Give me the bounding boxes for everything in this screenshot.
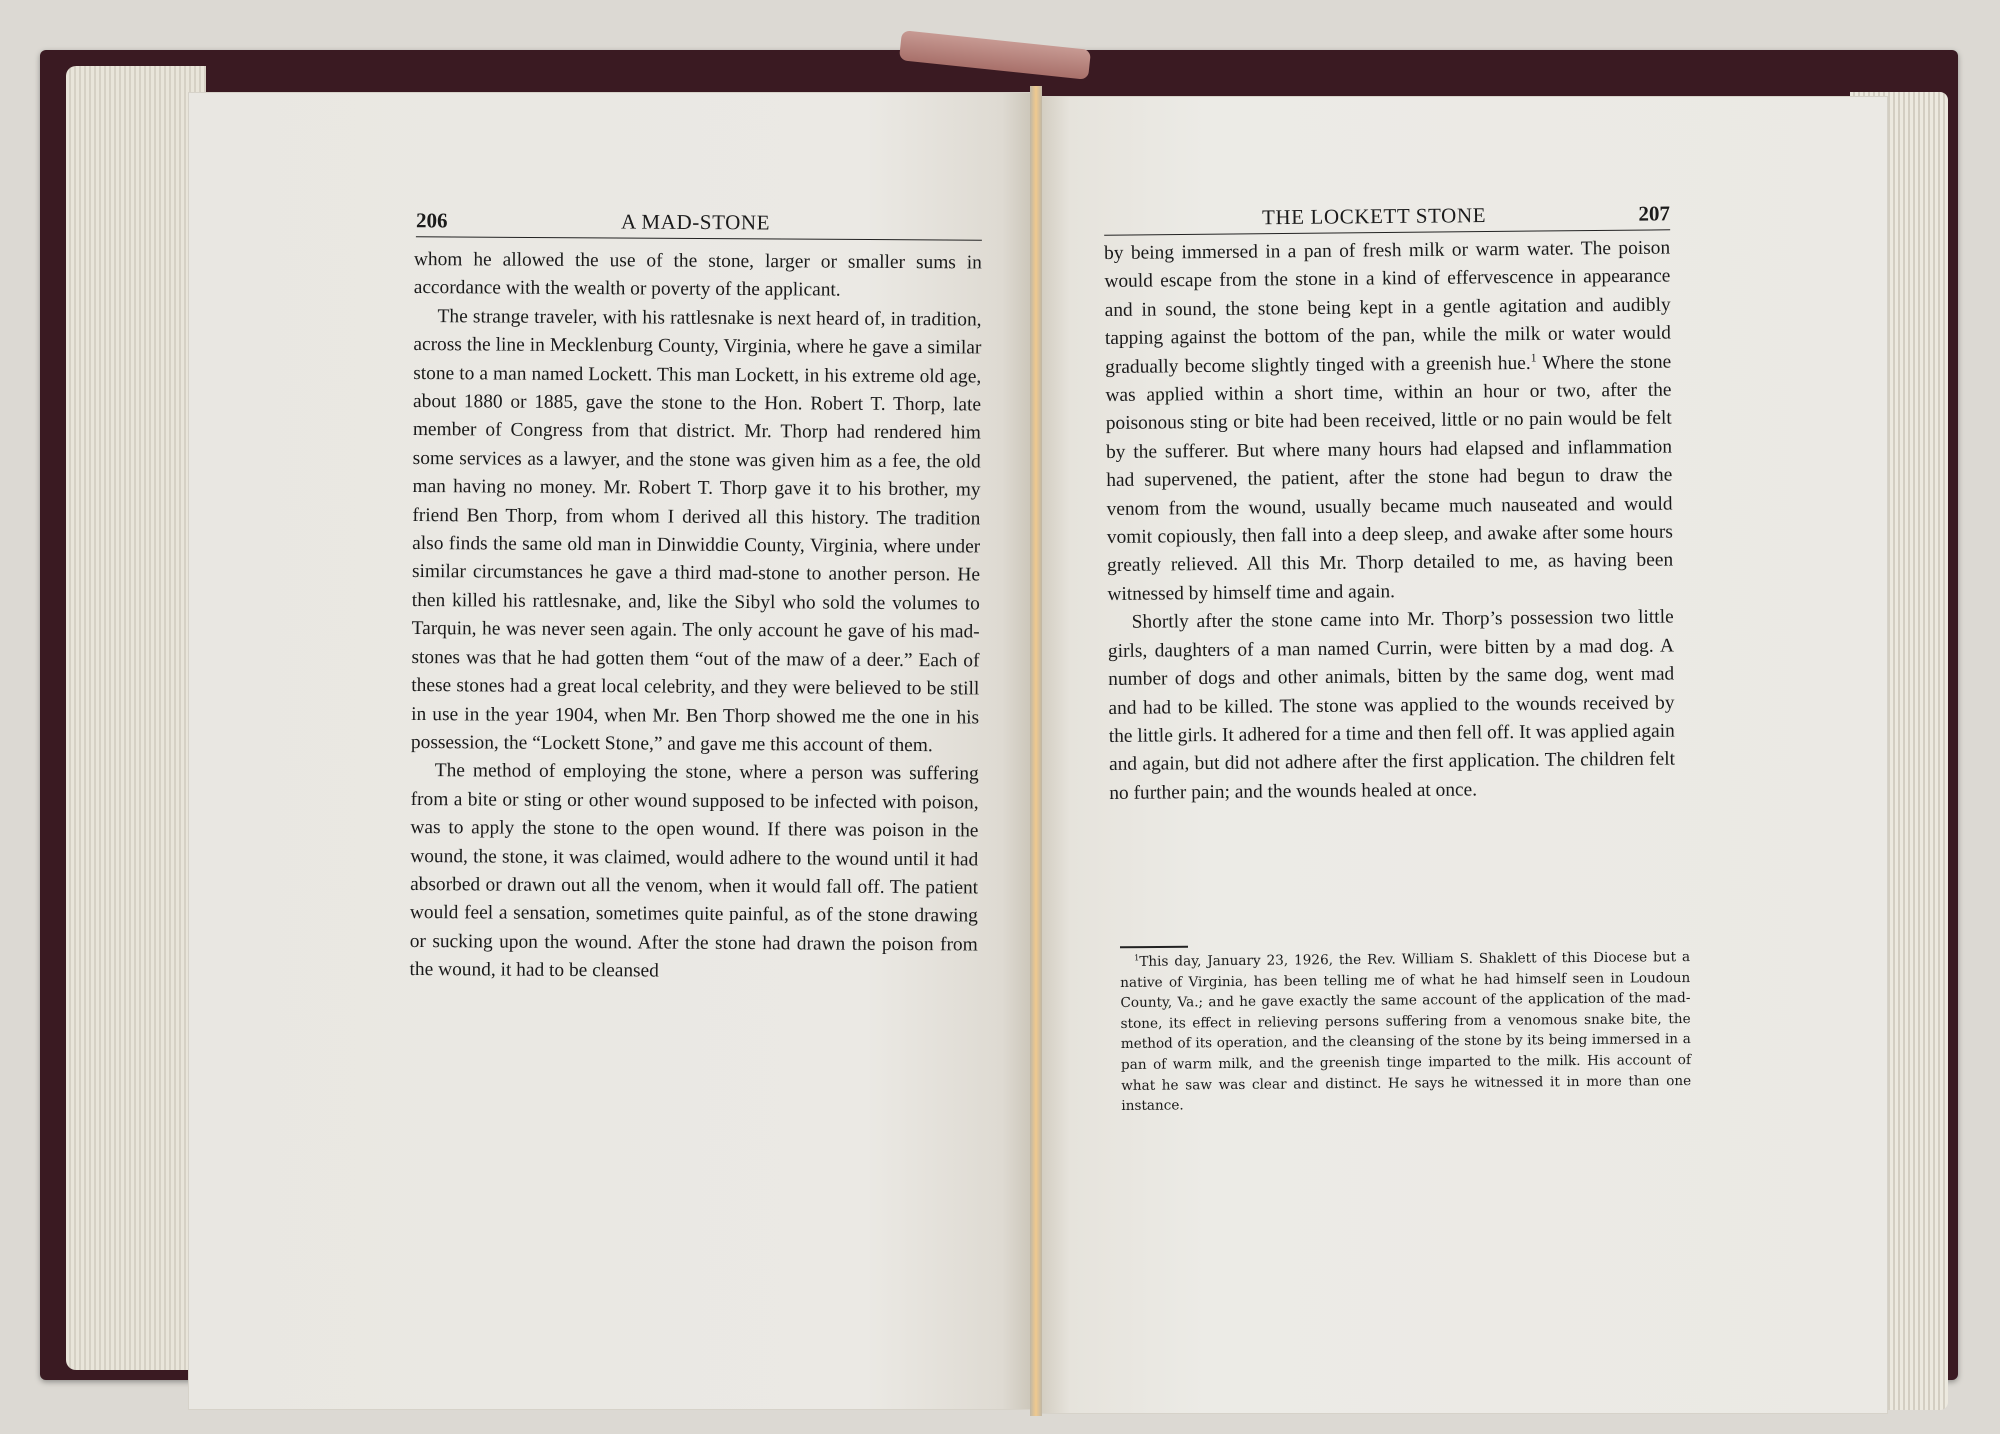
footnote-text: This day, January 23, 1926, the Rev. William S. Shaklett of this Diocese but a native of Virginia, has been telling me of what he had himself seen in Loudoun County, Va.; and he gave exactly the same account of the application of the mad-stone, its effect in relieving persons suffering from a venomous snake bite, the method of its operation, and the cleansing of the stone by its being immersed in a pan of warm milk, and the greenish tinge imparted to the milk. His account of what he saw was clear and distinct. He says he witnessed it in more than one instance.: [1120, 949, 1692, 1115]
paragraph-text: Where the stone was applied within a short time, within an hour or two, after the poisonous sting or bite had been received, little or no pain would be felt by the sufferer. But where many hours had elapsed and inflammation had supervened, the patient, after the stone had begun to draw the venom from the wound, usually became much nauseated and would vomit copiously, then fall into a deep sleep, and awake after some hours greatly relieved. All this Mr. Thorp detailed to me, as having been witnessed by himself time and again.: [1105, 351, 1674, 605]
paragraph-text: by being immersed in a pan of fresh milk or warm water. The poison would escape from the stone in a kind of effervescence in appearance and in sound, the stone being kept in a gentle agitation and audibly tapping against the bottom of the pan, while the milk or water would gradually become slightly tinged with a greenish hue.: [1104, 237, 1672, 378]
left-paragraph: whom he allowed the use of the stone, larger or smaller sums in accordance with the wealth or poverty of the applicant.: [413, 248, 982, 302]
left-running-head: A MAD-STONE: [620, 209, 771, 235]
book-gutter: [1030, 86, 1042, 1416]
footnote-number: 1: [1134, 952, 1140, 963]
left-page-edges: [66, 66, 206, 1370]
right-paragraph: Shortly after the stone came into Mr. Thorp’s possession two little girls, daughters of a man named Currin, were bitten by a mad dog. A number of dogs and other animals, bitten by the same dog, went mad and had to be killed. The stone was applied to the wounds received by the little girls. It adhered for a time and then fell off. It was applied again and again, but did not adhere after the first application. The children felt no further pain; and the wounds healed at once.: [1107, 606, 1676, 804]
left-page-number: 206: [415, 208, 448, 233]
left-paragraph: The method of employing the stone, where a person was suffering from a bite or sting or other wound supposed to be infected with poison, was to apply the stone to the open wound. If there was poison in the wound, the stone, it was claimed, would adhere to the wound until it had absorbed or drawn out all the venom, when it would fall off. The patient would feel a sensation, sometimes quite painful, as of the stone drawing or sucking upon the wound. After the stone had drawn the poison from the wound, it had to be cleansed: [409, 760, 979, 982]
left-paragraph: The strange traveler, with his rattlesnake is next heard of, in tradition, across the line in Mecklenburg County, Virginia, where he gave a similar stone to a man named Lockett. This man Lockett, in his extreme old age, about 1880 or 1885, gave the stone to the Hon. Robert T. Thorp, late member of Congress from that district. Mr. Thorp had rendered him some services as a lawyer, and the stone was given him as a fee, the old man having no money. Mr. Robert T. Thorp gave it to his brother, my friend Ben Thorp, from whom I derived all this history. The tradition also finds the same old man in Dinwiddie County, Virginia, where under similar circumstances he gave a third mad-stone to another person. He then killed his rattlesnake, and, like the Sibyl who sold the volumes to Tarquin, he was never seen again. The only account he gave of his mad-stones was that he had gotten them “out of the maw of a deer.” Each of these stones had a great local celebrity, and they were believed to be still in use in the year 1904, when Mr. Ben Thorp showed me the one in his possession, the “Lockett Stone,” and gave me this account of them.: [410, 305, 982, 757]
footnote: [1120, 947, 1691, 1117]
right-paragraph: [1104, 235, 1674, 610]
right-running-header: [1104, 195, 1670, 235]
right-running-head: THE LOCKETT STONE: [1261, 203, 1487, 230]
left-body-text: [409, 246, 982, 988]
footnote-marker: 1: [1530, 351, 1537, 365]
right-body-text: [1104, 235, 1675, 809]
right-page-number: 207: [1638, 201, 1671, 226]
left-running-header: [416, 202, 982, 240]
